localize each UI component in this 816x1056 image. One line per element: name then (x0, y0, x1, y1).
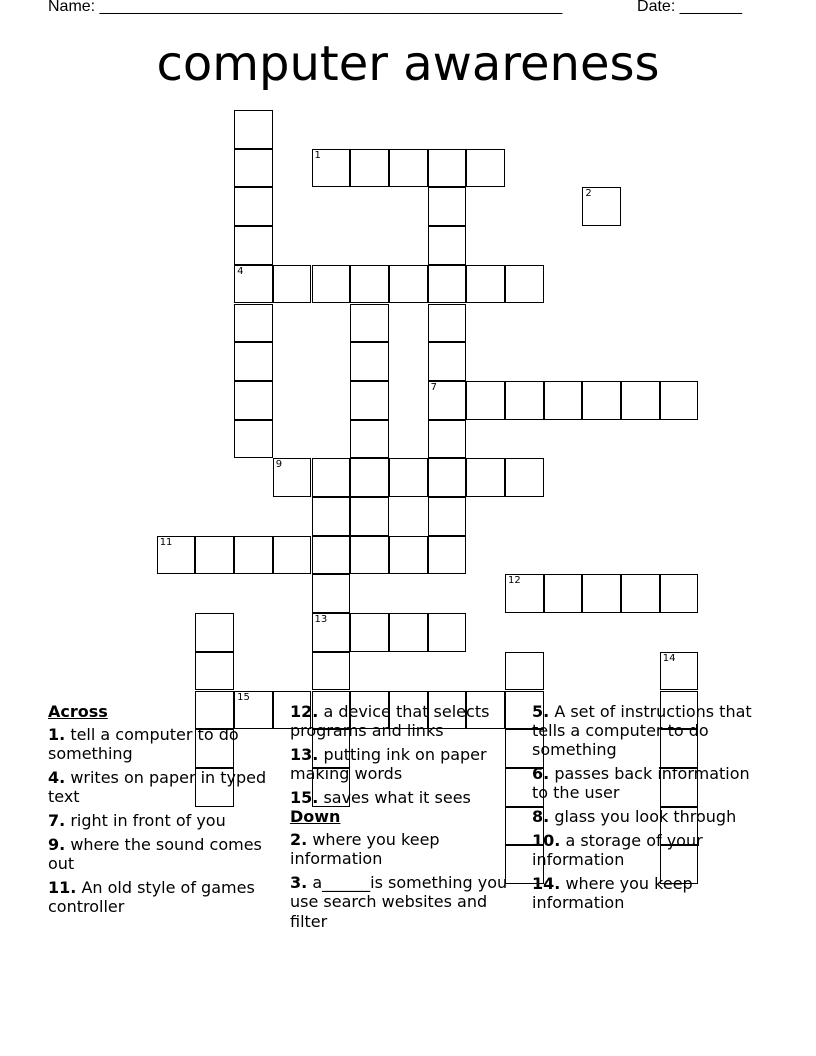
clue-down-6: 6. passes back information to the user (532, 764, 750, 803)
clue-number-label: 4 (237, 265, 244, 277)
grid-cell[interactable] (312, 458, 351, 497)
grid-cell[interactable] (505, 265, 544, 304)
across-heading: Across (48, 702, 108, 721)
grid-cell[interactable] (234, 187, 273, 226)
grid-cell[interactable] (389, 265, 428, 304)
grid-cell[interactable] (505, 652, 544, 691)
grid-cell[interactable] (621, 381, 660, 420)
grid-cell[interactable] (273, 536, 312, 575)
grid-cell[interactable] (350, 613, 389, 652)
grid-cell[interactable] (582, 574, 621, 613)
grid-cell[interactable] (312, 149, 351, 188)
clue-number-label: 2 (585, 188, 592, 200)
clue-across-9: 9. where the sound comes out (48, 834, 262, 873)
grid-cell[interactable] (195, 652, 234, 691)
grid-cell[interactable] (428, 265, 467, 304)
grid-cell[interactable] (389, 458, 428, 497)
grid-cell[interactable] (544, 574, 583, 613)
clue-down-5: 5. A set of instructions that tells a computer to do something (532, 702, 752, 760)
grid-cell[interactable] (234, 420, 273, 459)
grid-cell[interactable] (234, 149, 273, 188)
grid-cell[interactable] (195, 536, 234, 575)
grid-cell[interactable] (234, 304, 273, 343)
grid-cell[interactable] (428, 497, 467, 536)
clue-across-1: 1. tell a computer to do something (48, 725, 239, 764)
grid-cell[interactable] (428, 613, 467, 652)
grid-cell[interactable] (428, 304, 467, 343)
grid-cell[interactable] (660, 652, 699, 691)
puzzle-title: computer awareness (156, 36, 660, 92)
clue-across-7: 7. right in front of you (48, 811, 226, 831)
grid-cell[interactable] (466, 265, 505, 304)
grid-cell[interactable] (428, 420, 467, 459)
grid-cell[interactable] (350, 497, 389, 536)
grid-cell[interactable] (350, 342, 389, 381)
grid-cell[interactable] (660, 381, 699, 420)
clue-number-label: 15 (237, 691, 250, 703)
clues-column-2 (290, 702, 520, 931)
grid-cell[interactable] (428, 342, 467, 381)
grid-cell[interactable] (428, 536, 467, 575)
grid-cell[interactable] (389, 613, 428, 652)
clue-number-label: 13 (314, 614, 328, 626)
clue-number-label: 11 (159, 536, 173, 548)
grid-cell[interactable] (234, 381, 273, 420)
grid-cell[interactable] (234, 536, 273, 575)
grid-cell[interactable] (428, 149, 467, 188)
clues-column-1 (48, 702, 278, 916)
grid-cell[interactable] (505, 381, 544, 420)
clue-down-14: 14. where you keep information (532, 873, 693, 912)
clue-across-4: 4. writes on paper in typed text (48, 768, 267, 807)
grid-cell[interactable] (312, 574, 351, 613)
grid-cell[interactable] (428, 187, 467, 226)
grid-cell[interactable] (234, 265, 273, 304)
clue-across-11: 11. An old style of games controller (48, 877, 255, 916)
clues-section (0, 702, 816, 962)
down-heading: Down (290, 807, 341, 827)
grid-cell[interactable] (505, 574, 544, 613)
clue-down-10: 10. a storage of your information (532, 830, 703, 869)
grid-cell[interactable] (312, 265, 351, 304)
grid-cell[interactable] (312, 652, 351, 691)
grid-cell[interactable] (312, 536, 351, 575)
clue-down-3: 3. a______is something you use search websites and filter (290, 873, 508, 931)
date-field-label: Date: _______ (637, 0, 742, 15)
grid-cell[interactable] (350, 149, 389, 188)
grid-cell[interactable] (350, 420, 389, 459)
grid-cell[interactable] (195, 613, 234, 652)
grid-cell[interactable] (544, 381, 583, 420)
grid-cell[interactable] (466, 149, 505, 188)
clue-across-13: 13. putting ink on paper making words (290, 744, 487, 784)
grid-cell[interactable] (312, 497, 351, 536)
clue-number-label: 7 (430, 381, 437, 393)
grid-cell[interactable] (234, 226, 273, 265)
clue-across-12: 12. a device that selects programs and links (290, 702, 490, 741)
grid-cell[interactable] (428, 381, 467, 420)
name-field-label: Name: ____________________________________________________ (48, 0, 563, 15)
clues-column-3 (532, 702, 762, 912)
clue-number-label: 1 (314, 149, 321, 161)
grid-cell[interactable] (428, 226, 467, 265)
grid-cell[interactable] (582, 187, 621, 226)
grid-cell[interactable] (350, 536, 389, 575)
clue-across-15: 15. saves what it sees (290, 787, 471, 807)
clue-number-label: 9 (275, 459, 283, 471)
grid-cell[interactable] (389, 149, 428, 188)
grid-cell[interactable] (389, 536, 428, 575)
grid-cell[interactable] (234, 110, 273, 149)
grid-cell[interactable] (428, 458, 467, 497)
grid-cell[interactable] (582, 381, 621, 420)
grid-cell[interactable] (234, 342, 273, 381)
clue-number-label: 14 (662, 652, 676, 664)
grid-cell[interactable] (621, 574, 660, 613)
grid-cell[interactable] (350, 265, 389, 304)
clue-down-8: 8. glass you look through (532, 807, 737, 827)
grid-cell[interactable] (466, 381, 505, 420)
grid-cell[interactable] (350, 381, 389, 420)
grid-cell[interactable] (660, 574, 699, 613)
grid-cell[interactable] (350, 458, 389, 497)
grid-cell[interactable] (273, 265, 312, 304)
grid-cell[interactable] (505, 458, 544, 497)
clue-down-2: 2. where you keep information (290, 830, 440, 869)
clue-number-label: 12 (508, 575, 521, 587)
grid-cell[interactable] (157, 536, 196, 575)
grid-cell[interactable] (273, 458, 312, 497)
grid-cell[interactable] (312, 613, 351, 652)
grid-cell[interactable] (466, 458, 505, 497)
grid-cell[interactable] (350, 304, 389, 343)
